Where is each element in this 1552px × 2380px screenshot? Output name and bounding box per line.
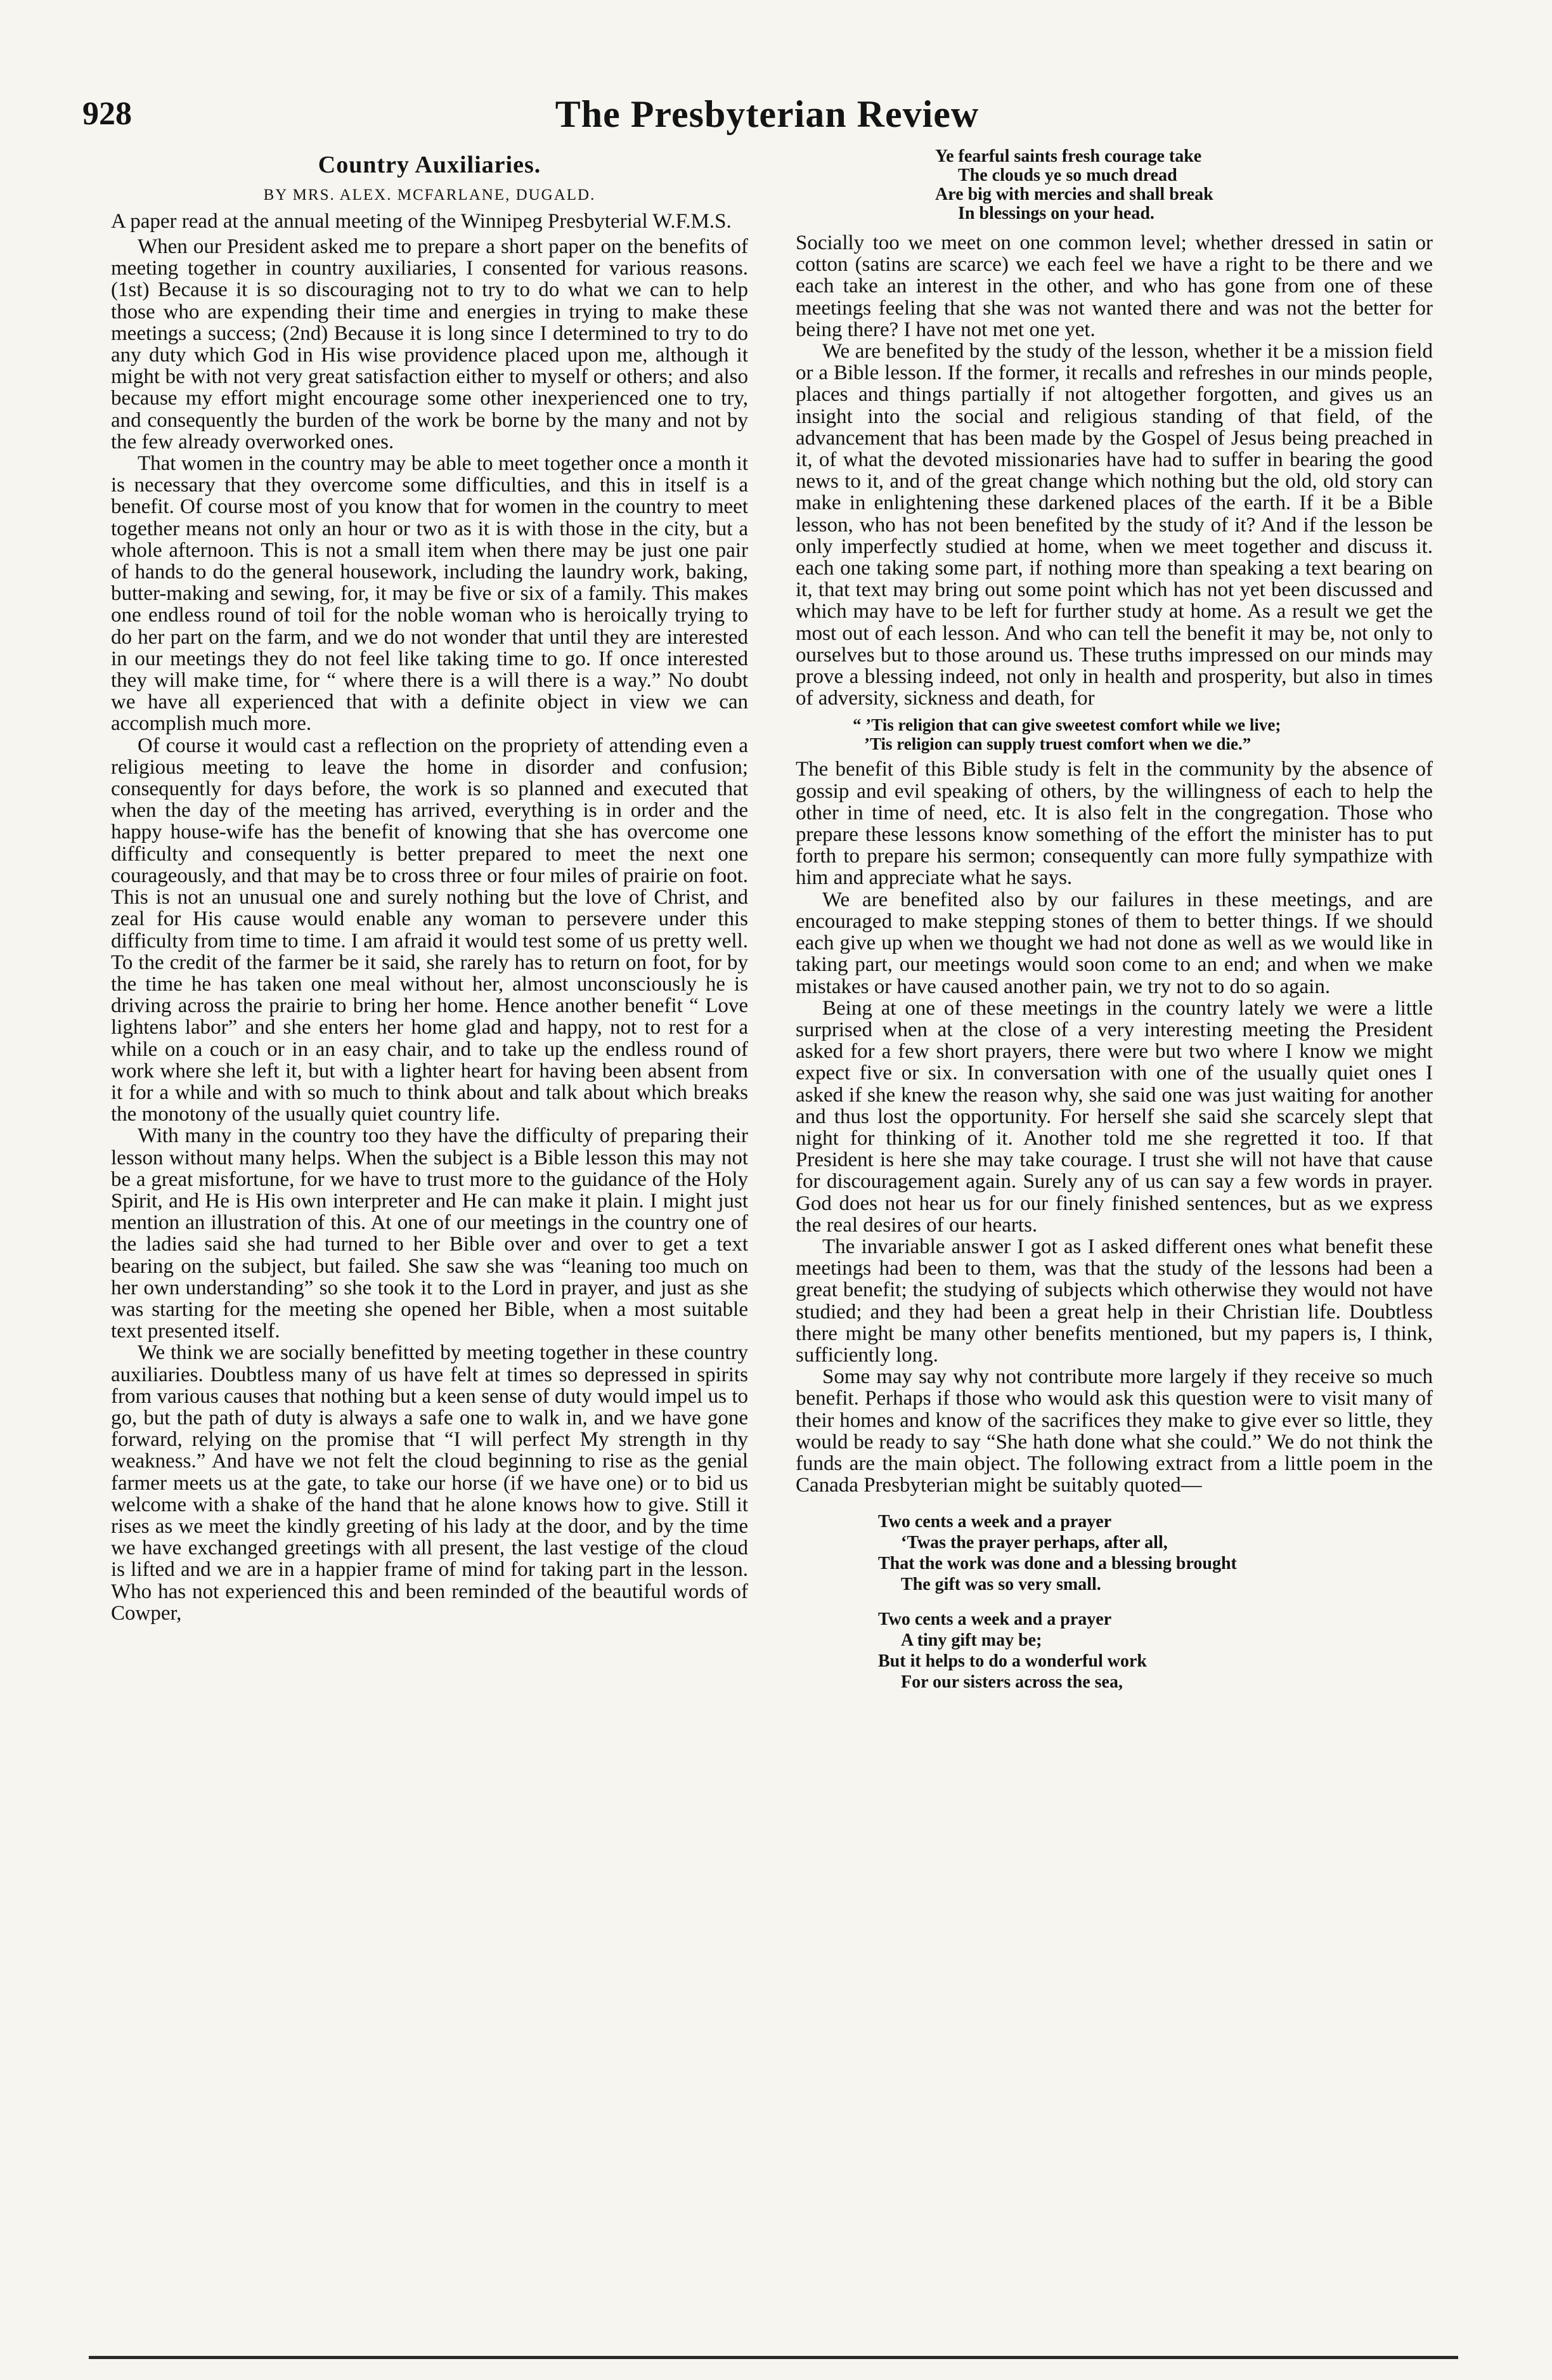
paragraph: Some may say why not contribute more largely if they receive so much benefit. Perhaps if those who would ask this question were to visit many of their homes and know of the sacrifices they make to give ever so little, they would be ready to say “She hath done what she could.” We do not think the funds are the main object. The following extract from a little poem in the Canada Presbyterian might be suitably quoted— [796,1365,1433,1497]
page-number: 928 [82,96,132,132]
paragraph: We are benefited also by our failures in these meetings, and are encouraged to make stepping stones of them to better things. If we should each give up when we thought we had not done as well as we would like in taking part, our meetings would soon come to an end; and when we make mistakes or have caused another pain, we try not to do so again. [796,888,1433,998]
paragraph: We are benefited by the study of the lesson, whether it be a mission field or a Bible lesson. If the former, it recalls and refreshes in our minds people, places and things partially if not altogether forgotten, and gives us an insight into the social and religious standing of that field, of the advancement that has been made by the Gospel of Jesus being preached in it, of what the devoted missionaries have had to suffer in bearing the good news to it, and of the great change which nothing but the old, old story can make in enlightening these darkened places of the earth. If it be a Bible lesson, who has not been benefited by the study of it? And if the lesson be only imperfectly studied at home, when we meet together and discuss it. each one taking some part, if nothing more than speaking a text bearing on it, that text may bring out some point which has not yet been discussed and which may have to be left for further study at home. As a result we get the most out of each lesson. And who can tell the benefit it may be, not only to ourselves but to those around us. These truths impressed on our minds may prove a blessing indeed, not only in health and prosperity, but also in times of adversity, sickness and death, for [796,340,1433,710]
poem-line: Two cents a week and a prayer [878,1609,1112,1630]
religion-quote [796,715,1433,753]
poem-stanza [878,1511,1433,1595]
verse-line: The clouds ye so much dread [958,166,1177,185]
quote-line: “ ’Tis religion that can give sweetest comfort while we live; [853,715,1281,735]
poem-line: But it helps to do a wonderful work [878,1651,1147,1672]
poem-line: A tiny gift may be; [901,1630,1042,1651]
paragraph: With many in the country too they have the difficulty of preparing their lesson without many helps. When the subject is a Bible lesson this may not be a great misfortune, for we have to trust more to the guidance of the Holy Spirit, and He is His own interpreter and He can make it plain. I might just mention an illustration of this. At one of our meetings in the country one of the ladies said she had turned to her Bible over and over to get a text bearing on the subject, but failed. She saw she was “leaning too much on her own understanding” so she took it to the Lord in prayer, and just as she was starting for the meeting she opened her Bible, when a most suitable text presented itself. [111,1124,748,1343]
poem-line: For our sisters across the sea, [901,1672,1123,1693]
verse-line: In blessings on your head. [958,204,1154,223]
paragraph: When our President asked me to prepare a short paper on the benefits of meeting together in country auxiliaries, I consented for various reasons. (1st) Because it is so discouraging not to try to do what we can to help those who are expending their time and energies in trying to make these meetings a success; (2nd) Because it is long since I determined to try to do any duty which God in His wise providence placed upon me, although it might be with not very great satisfaction either to myself or others; and also because my effort might encourage some other inexperienced one to try, and consequently the burden of the work be borne by the many and not by the few already overworked ones. [111,235,748,453]
poem-line: ‘Twas the prayer perhaps, after all, [901,1533,1168,1553]
paragraph: The benefit of this Bible study is felt in the community by the absence of gossip and evil speaking of others, by the willingness of each to help the other in time of need, etc. It is also felt in the congregation. Those who prepare these lessons know something of the effort the minister has to put forth to prepare his sermon; consequently can more fully sympathize with him and appreciate what he says. [796,758,1433,890]
running-title: The Presbyterian Review [555,93,980,135]
poem-line: That the work was done and a blessing brought [878,1554,1237,1574]
footer-rule [89,2356,1458,2359]
paragraph: Being at one of these meetings in the country lately we were a little surprised when at the close of a very interesting meeting the President asked for a few short prayers, there were but two where I know we might expect five or six. In conversation with one of the usually quiet ones I asked if she knew the reason why, she said one was just waiting for another and thus lost the opportunity. For herself she said she scarcely slept that night for thinking of it. Another told me she regretted it too. If that President is here she may take courage. I trust she will not have that cause for discouragement again. Surely any of us can say a few words in prayer. God does not hear us for our finely finished sentences, but as we express the real desires of our hearts. [796,996,1433,1237]
poem-line: The gift was so very small. [901,1575,1101,1595]
right-column [796,147,1433,1707]
paragraph: The invariable answer I got as I asked different ones what benefit these meetings had been to them, was that the study of the lessons had been a great benefit; the studying of subjects which otherwise they would not have studied; and they had been a great help in their Christian life. Doubtless there might be many other benefits mentioned, but my papers is, I think, sufficiently long. [796,1235,1433,1367]
closing-poem [796,1511,1433,1693]
paragraph: Socially too we meet on one common level; whether dressed in satin or cotton (satins are scarce) we each feel we have a right to be there and we each take an interest in the other, and who has gone from one of these meetings feeling that she was not wanted there and was not the better for being there? I have not met one yet. [796,231,1433,341]
poem-line: Two cents a week and a prayer [878,1512,1112,1532]
page-header [82,95,1452,146]
verse-line: Are big with mercies and shall break [935,185,1213,204]
left-column [111,147,748,1624]
paragraph: We think we are socially benefitted by meeting together in these country auxiliaries. Doubtless many of us have felt at times so depressed in spirits from various causes that nothing but a keen sense of duty would impel us to go, but the path of duty is always a safe one to walk in, and we have gone forward, relying on the promise that “I will perfect My strength in thy weakness.” And have we not felt the cloud beginning to rise as the genial farmer meets us at the gate, to take our horse (if we have one) or to bid us welcome with a shake of the hand that he alone knows how to give. Still it rises as we meet the kindly greeting of his lady at the door, and by the time we have exchanged greetings with all present, the last vestige of the cloud is lifted and we are in a happier frame of mind for taking part in the lesson. Who has not experienced this and been reminded of the beautiful words of Cowper, [111,1341,748,1625]
paragraph: That women in the country may be able to meet together once a month it is necessary that they overcome some difficulties, and this in itself is a benefit. Of course most of you know that for women in the country to meet together means not only an hour or two as it is with those in the city, but a whole afternoon. This is not a small item when there may be just one pair of hands to do the general housework, including the laundry work, baking, butter-making and sewing, for, it may be five or six of a family. This makes one endless round of toil for the noble woman who is heroically trying to do her part on the farm, and we do not wonder that until they are interested in our meetings they do not feel like taking time to go. If once interested they will make time, for “ where there is a will there is a way.” No doubt we have all experienced that with a definite object in view we can accomplish much more. [111,452,748,736]
paragraph: Of course it would cast a reflection on the propriety of attending even a religious meeting to leave the home in disorder and confusion; consequently for days before, the work is so planned and executed that when the day of the meeting has arrived, everything is in order and the happy house-wife has the benefit of knowing that she has overcome one difficulty and consequently is better prepared to meet the next one courageously, and that may be to cross three or four miles of prairie on foot. This is not an unusual one and surely nothing but the love of Christ, and zeal for His cause would enable any woman to persevere under this difficulty from time to time. I am afraid it would test some of us pretty well. To the credit of the farmer be it said, she rarely has to return on foot, for by the time he has taken one meal without her, almost unconsciously he is driving across the prairie to bring her home. Hence another benefit “ Love lightens labor” and she enters her home glad and happy, not to rest for a while on a couch or in an easy chair, and to take up the endless round of work where she left it, but with a lighter heart for having been absent from it for a while and with so much to think about and talk about which breaks the monotony of the usually quiet country life. [111,734,748,1126]
article-title: Country Auxiliaries. [318,152,541,178]
article-byline: BY MRS. ALEX. MCFARLANE, DUGALD. [263,186,596,204]
quote-line: ’Tis religion can supply truest comfort when we die.” [864,734,1251,754]
poem-stanza [878,1609,1433,1693]
article-intro: A paper read at the annual meeting of the Winnipeg Presbyterial W.F.M.S. [111,210,732,233]
cowper-verse [796,147,1433,223]
verse-line: Ye fearful saints fresh courage take [935,146,1202,166]
